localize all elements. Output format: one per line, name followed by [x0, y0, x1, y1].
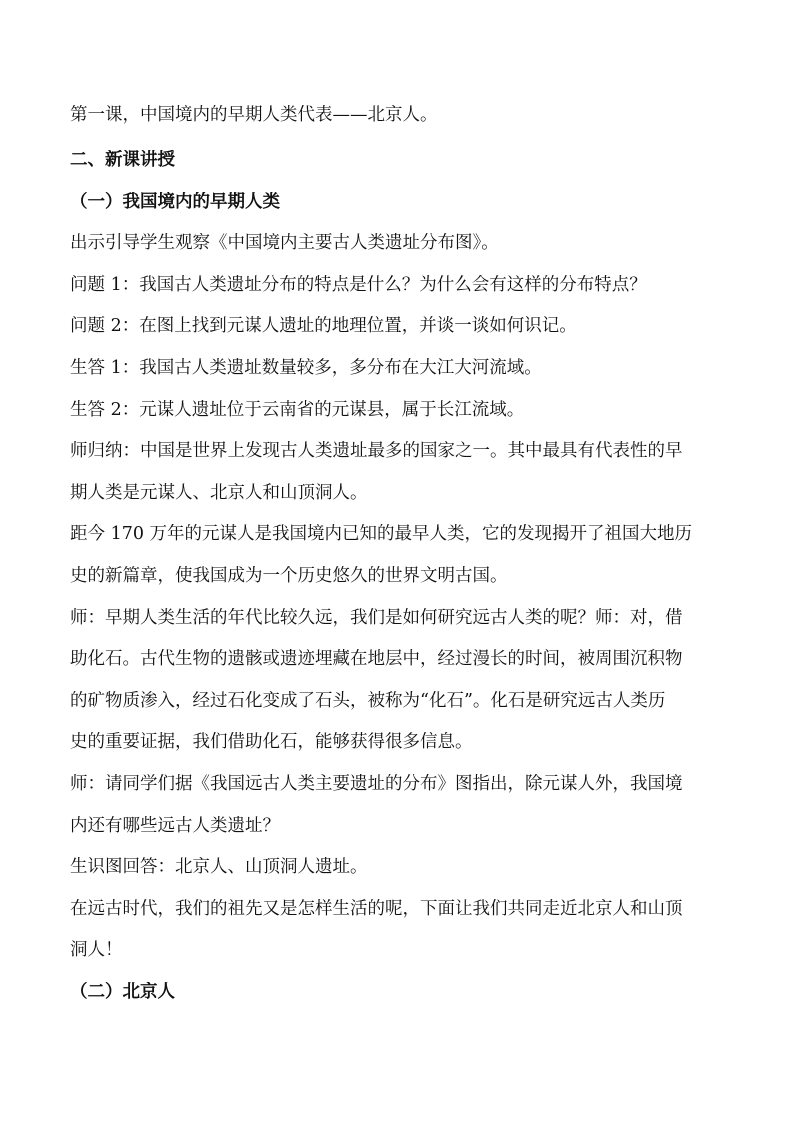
- section-heading-new-lesson: 二、新课讲授: [70, 150, 175, 170]
- paragraph-line: 生答 1：我国古人类遗址数量较多，多分布在大江大河流域。: [70, 358, 542, 378]
- paragraph-line: 生识图回答：北京人、山顶洞人遗址。: [70, 857, 368, 877]
- paragraph-line: 洞人！: [70, 940, 123, 960]
- subsection-heading-peking-man: （二）北京人: [70, 982, 175, 1002]
- paragraph-line: 出示引导学生观察《中国境内主要古人类遗址分布图》。: [70, 233, 499, 253]
- paragraph-line: 助化石。古代生物的遗骸或遗迹埋藏在地层中，经过漫长的时间，被周围沉积物: [70, 649, 683, 669]
- paragraph-line: 问题 2：在图上找到元谋人遗址的地理位置，并谈一谈如何识记。: [70, 316, 577, 336]
- paragraph-line: 师：请同学们据《我国远古人类主要遗址的分布》图指出，除元谋人外，我国境: [70, 774, 683, 794]
- paragraph-line: 史的重要证据，我们借助化石，能够获得很多信息。: [70, 732, 473, 752]
- paragraph-line: 生答 2：元谋人遗址位于云南省的元谋县，属于长江流域。: [70, 400, 525, 420]
- paragraph-line: 师归纳：中国是世界上发现古人类遗址最多的国家之一。其中最具有代表性的早: [70, 441, 683, 461]
- paragraph-line: 内还有哪些远古人类遗址？: [70, 816, 280, 836]
- paragraph-line: 史的新篇章，使我国成为一个历史悠久的世界文明古国。: [70, 566, 508, 586]
- paragraph-line: 在远古时代，我们的祖先又是怎样生活的呢，下面让我们共同走近北京人和山顶: [70, 899, 683, 919]
- paragraph-line: 的矿物质渗入，经过石化变成了石头，被称为“化石”。化石是研究远古人类历: [70, 691, 666, 711]
- subsection-heading-early-humans: （一）我国境内的早期人类: [70, 192, 280, 212]
- paragraph-line: 问题 1：我国古人类遗址分布的特点是什么？为什么会有这样的分布特点？: [70, 275, 647, 295]
- paragraph-line: 师：早期人类生活的年代比较久远，我们是如何研究远古人类的呢？师：对，借: [70, 608, 683, 628]
- paragraph-line: 距今 170 万年的元谋人是我国境内已知的最早人类，它的发现揭开了祖国大地历: [70, 524, 693, 544]
- paragraph-line: 期人类是元谋人、北京人和山顶洞人。: [70, 483, 368, 503]
- lesson-intro-line: 第一课，中国境内的早期人类代表——北京人。: [70, 105, 438, 125]
